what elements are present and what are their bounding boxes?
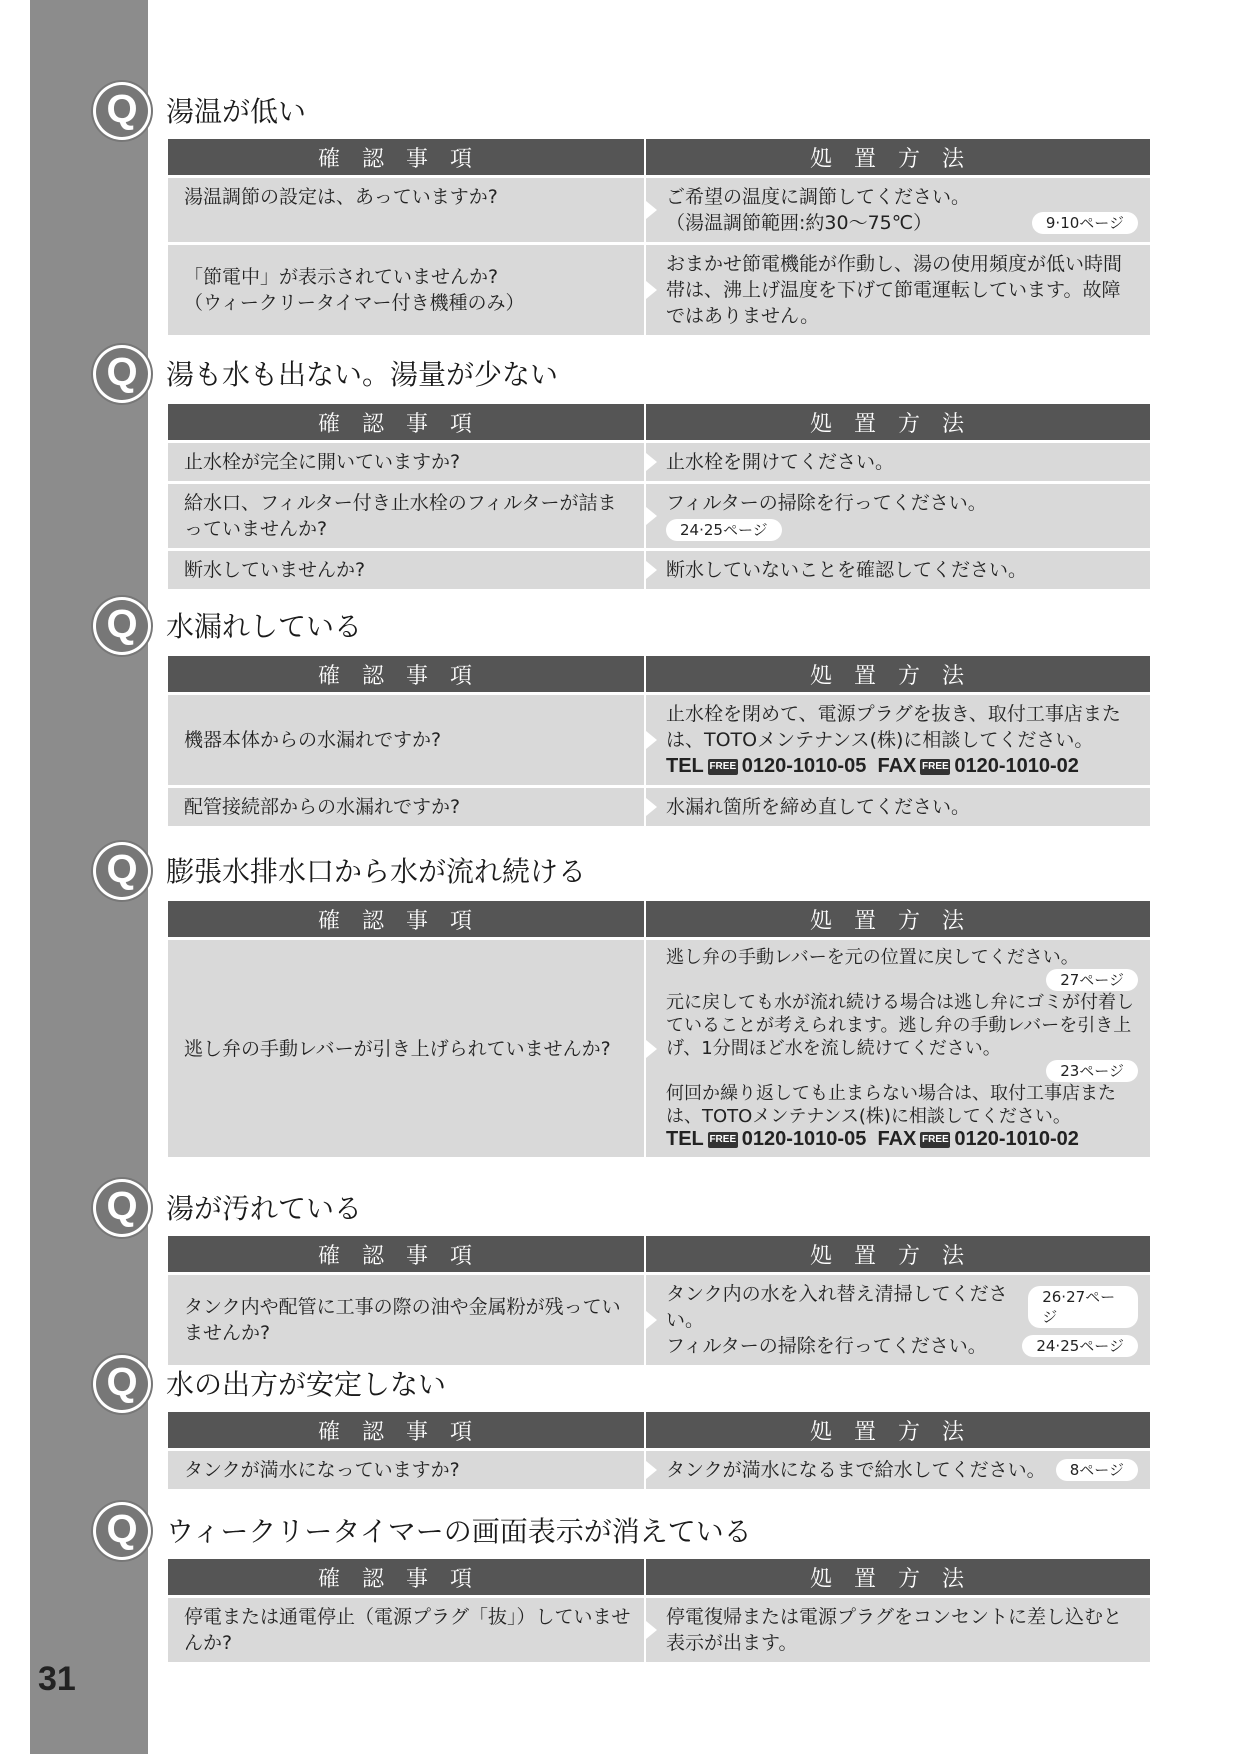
page-ref-badge: 24·25ページ	[666, 519, 782, 541]
section-title: 膨張水排水口から水が流れ続ける	[166, 855, 587, 888]
header-action: 処置方法	[645, 139, 1150, 177]
section-title: 水漏れしている	[166, 610, 363, 643]
header-check: 確認事項	[168, 901, 645, 939]
check-table	[168, 1412, 1150, 1489]
freedial-icon: FREE	[920, 759, 950, 775]
faq-section-drain-overflow	[96, 845, 1156, 1150]
table-row: タンクが満水になっていますか? タンクが満水になるまで給水してください。 8ページ	[168, 1450, 1150, 1490]
q-badge-icon: Q	[96, 845, 148, 897]
q-badge-icon: Q	[96, 1358, 148, 1410]
section-title: 湯も水も出ない。湯量が少ない	[166, 358, 559, 391]
contact-line: TEL FREE 0120-1010-05 FAX FREE 0120-1010-02	[666, 1128, 1079, 1150]
section-title: 水の出方が安定しない	[166, 1368, 447, 1401]
table-row: 逃し弁の手動レバーが引き上げられていませんか? 逃し弁の手動レバーを元の位置に戻してください。 27ページ 元に戻しても水が流れ続ける場合は逃し弁にゴミが付着していることが考えられます。逃し弁の手動レバーを引き上げ、1分間ほど水を流し続けてください。 23ページ 何回か繰り返しても止まらない場合は、取付工事店または、TOTOメンテナンス(株)に相談してください。 TEL FREE 0120-1010-05 FAX FREE 0120-1010-02	[168, 939, 1150, 1158]
table-row: 機器本体からの水漏れですか? 止水栓を閉めて、電源プラグを抜き、取付工事店または、TOTOメンテナンス(株)に相談してください。 TEL FREE 0120-1010-05 FAX FREE 0120-1010-02	[168, 694, 1150, 787]
section-title: ウィークリータイマーの画面表示が消えている	[166, 1515, 752, 1548]
header-action: 処置方法	[645, 1236, 1150, 1274]
faq-section-unstable-flow	[96, 1358, 1156, 1481]
header-action: 処置方法	[645, 404, 1150, 442]
header-check: 確認事項	[168, 1559, 645, 1597]
faq-section-timer-display	[96, 1505, 1156, 1654]
header-check: 確認事項	[168, 1236, 645, 1274]
faq-section-water-leak	[96, 600, 1156, 818]
table-row: 断水していませんか? 断水していないことを確認してください。	[168, 550, 1150, 590]
header-check: 確認事項	[168, 139, 645, 177]
check-table	[168, 901, 1150, 1157]
faq-section-no-water	[96, 348, 1156, 581]
page-number: 31	[38, 1660, 76, 1698]
table-row: 給水口、フィルター付き止水栓のフィルターが詰まっていませんか? フィルターの掃除を行ってください。 24·25ページ	[168, 483, 1150, 550]
faq-section-low-water-temperature	[96, 85, 1156, 327]
table-row: 「節電中」が表示されていませんか? （ウィークリータイマー付き機種のみ） おまかせ節電機能が作動し、湯の使用頻度が低い時間帯は、沸上げ温度を下げて節電運転しています。故障ではありません。	[168, 244, 1150, 336]
table-row: 配管接続部からの水漏れですか? 水漏れ箇所を締め直してください。	[168, 787, 1150, 827]
page-ref-badge: 8ページ	[1056, 1459, 1138, 1481]
freedial-icon: FREE	[708, 759, 738, 775]
q-badge-icon: Q	[96, 1505, 148, 1557]
faq-section-dirty-water	[96, 1182, 1156, 1357]
contact-line: TEL FREE 0120-1010-05 FAX FREE 0120-1010-02	[666, 755, 1079, 777]
table-row: タンク内や配管に工事の際の油や金属粉が残っていませんか? タンク内の水を入れ替え清掃してください。 26·27ページ フィルターの掃除を行ってください。 24·25ページ	[168, 1274, 1150, 1366]
q-badge-icon: Q	[96, 600, 148, 652]
page-ref-badge: 26·27ページ	[1028, 1286, 1138, 1328]
page-ref-badge: 27ページ	[1046, 969, 1138, 991]
check-table	[168, 1559, 1150, 1662]
header-check: 確認事項	[168, 656, 645, 694]
page-ref-badge: 9·10ページ	[1032, 212, 1138, 234]
header-action: 処置方法	[645, 1559, 1150, 1597]
check-table	[168, 656, 1150, 826]
freedial-icon: FREE	[920, 1132, 950, 1148]
section-title: 湯が汚れている	[166, 1192, 363, 1225]
table-row: 止水栓が完全に開いていますか? 止水栓を開けてください。	[168, 442, 1150, 483]
check-table	[168, 1236, 1150, 1365]
section-title: 湯温が低い	[166, 95, 307, 128]
check-table	[168, 139, 1150, 335]
q-badge-icon: Q	[96, 348, 148, 400]
freedial-icon: FREE	[708, 1132, 738, 1148]
q-badge-icon: Q	[96, 85, 148, 137]
header-check: 確認事項	[168, 404, 645, 442]
table-row: 湯温調節の設定は、あっていますか? ご希望の温度に調節してください。 （湯温調節範囲:約30～75℃） 9·10ページ	[168, 177, 1150, 244]
header-action: 処置方法	[645, 901, 1150, 939]
page-ref-badge: 24·25ページ	[1022, 1335, 1138, 1357]
page-ref-badge: 23ページ	[1046, 1060, 1138, 1082]
header-check: 確認事項	[168, 1412, 645, 1450]
header-action: 処置方法	[645, 656, 1150, 694]
q-badge-icon: Q	[96, 1182, 148, 1234]
header-action: 処置方法	[645, 1412, 1150, 1450]
table-row: 停電または通電停止（電源プラグ「抜」）していませんか? 停電復帰または電源プラグをコンセントに差し込むと表示が出ます。	[168, 1597, 1150, 1663]
check-table	[168, 404, 1150, 589]
